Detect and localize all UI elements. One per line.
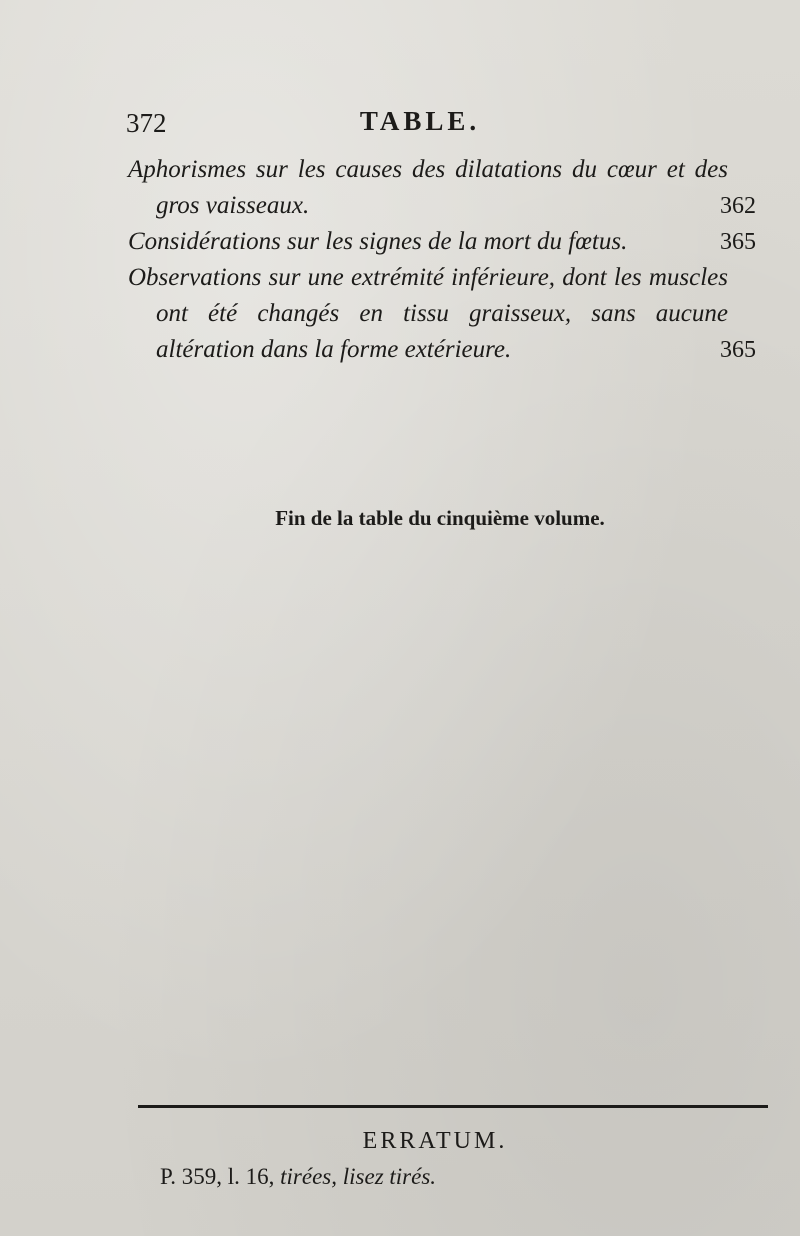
toc-entry-title: Considérations sur les signes de la mort du fœtus.	[128, 228, 628, 255]
erratum-reference: P. 359, l. 16,	[160, 1164, 275, 1189]
toc-entry	[128, 260, 756, 368]
toc-entry-page: 365	[720, 229, 756, 255]
toc-entry-title: Aphorismes sur les causes des dilatations du cœur et des gros vaisseaux.	[128, 156, 728, 219]
erratum-title: ERRATUM.	[362, 1128, 508, 1154]
toc-entry-title: Observations sur une extrémité inférieure, dont les muscles ont été changés en tissu graisseux, sans aucune altération dans la forme extérieure.	[128, 264, 728, 363]
end-of-table-note: Fin de la table du cinquième volume.	[275, 506, 605, 530]
divider-rule	[138, 1105, 768, 1108]
erratum-wrong-word: tirées,	[280, 1164, 337, 1189]
toc-entry-page: 365	[720, 337, 756, 363]
erratum-correction: lisez tirés.	[342, 1164, 437, 1189]
toc-entry-page: 362	[720, 193, 756, 219]
toc-entry	[128, 152, 756, 224]
page-number: 372	[126, 108, 167, 138]
running-title: TABLE.	[359, 106, 481, 136]
erratum-text	[160, 1164, 436, 1190]
table-of-contents	[128, 152, 756, 368]
toc-entry	[128, 224, 756, 260]
